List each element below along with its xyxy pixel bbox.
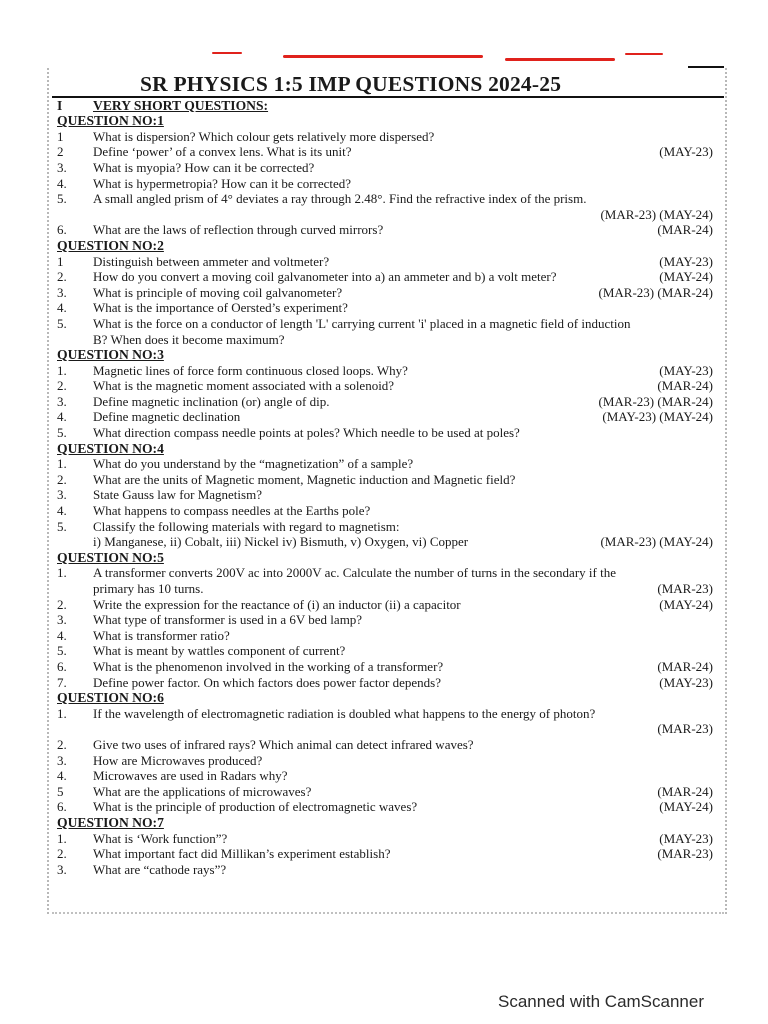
question-number: 6. bbox=[57, 799, 67, 815]
question-number: 5. bbox=[57, 518, 67, 534]
question-number: 1. bbox=[57, 565, 67, 581]
question-row bbox=[57, 784, 721, 800]
question-number: 4. bbox=[57, 627, 67, 643]
question-number: 2 bbox=[57, 144, 64, 160]
question-row bbox=[57, 285, 721, 301]
exam-year-tag bbox=[713, 768, 721, 784]
question-group-heading: QUESTION NO:3 bbox=[57, 347, 164, 363]
question-text: What do you understand by the “magnetization” of a sample? bbox=[93, 456, 414, 472]
exam-year-tag bbox=[713, 332, 721, 348]
exam-year-tag: (MAY-23) (MAY-24) bbox=[602, 409, 713, 425]
question-row bbox=[57, 659, 721, 675]
exam-year-tag: (MAY-23) bbox=[659, 674, 713, 690]
question-text: Distinguish between ammeter and voltmeter? bbox=[93, 253, 330, 269]
question-row bbox=[57, 269, 721, 285]
question-text: What happens to compass needles at the Earths pole? bbox=[93, 503, 371, 519]
exam-year-tag bbox=[713, 706, 721, 722]
question-row bbox=[57, 300, 721, 316]
section-label: VERY SHORT QUESTIONS: bbox=[93, 98, 269, 113]
question-continuation-text bbox=[57, 207, 600, 223]
exam-year-tag bbox=[713, 612, 721, 628]
exam-year-tag bbox=[713, 300, 721, 316]
question-text: What is dispersion? Which colour gets relatively more dispersed? bbox=[93, 128, 435, 144]
question-text: A transformer converts 200V ac into 2000V ac. Calculate the number of turns in the secondary if the bbox=[93, 565, 616, 581]
question-row bbox=[57, 753, 721, 769]
question-row bbox=[57, 409, 721, 425]
exam-year-tag: (MAY-23) bbox=[659, 144, 713, 160]
red-underline-mark bbox=[212, 52, 242, 54]
red-underline-mark bbox=[625, 53, 663, 55]
exam-year-tag bbox=[713, 129, 721, 145]
exam-year-tag: (MAY-24) bbox=[659, 799, 713, 815]
question-number: 4. bbox=[57, 175, 67, 191]
question-row bbox=[57, 597, 721, 613]
question-row bbox=[57, 612, 721, 628]
question-continuation-text: primary has 10 turns. bbox=[93, 581, 204, 596]
question-row bbox=[57, 831, 721, 847]
question-text: What is meant by wattles component of current? bbox=[93, 643, 346, 659]
question-number: 3. bbox=[57, 487, 67, 503]
question-continuation bbox=[57, 534, 721, 550]
question-group-heading: QUESTION NO:6 bbox=[57, 690, 164, 706]
question-text: What is the importance of Oersted’s experiment? bbox=[93, 300, 348, 316]
question-number: 4. bbox=[57, 409, 67, 425]
question-text: What is the phenomenon involved in the working of a transformer? bbox=[93, 658, 444, 674]
question-text: What is myopia? How can it be corrected? bbox=[93, 159, 315, 175]
question-number: 1. bbox=[57, 456, 67, 472]
question-text: Magnetic lines of force form continuous closed loops. Why? bbox=[93, 362, 408, 378]
exam-year-tag bbox=[713, 862, 721, 878]
question-continuation bbox=[57, 207, 721, 223]
question-group-heading: QUESTION NO:2 bbox=[57, 237, 164, 253]
question-text: What type of transformer is used in a 6V bed lamp? bbox=[93, 612, 363, 628]
question-row bbox=[57, 191, 721, 207]
question-continuation-text: i) Manganese, ii) Cobalt, iii) Nickel iv) Bismuth, v) Oxygen, vi) Copper bbox=[93, 534, 469, 550]
question-text: What is hypermetropia? How can it be corrected? bbox=[93, 175, 352, 191]
question-group-heading: QUESTION NO:7 bbox=[57, 814, 164, 830]
question-text: What are the units of Magnetic moment, Magnetic induction and Magnetic field? bbox=[93, 471, 516, 487]
question-row bbox=[57, 519, 721, 535]
question-text: What direction compass needle points at poles? Which needle to be used at poles? bbox=[93, 425, 520, 441]
question-number: 4. bbox=[57, 768, 67, 784]
question-text: What are “cathode rays”? bbox=[93, 861, 227, 877]
question-number: 2. bbox=[57, 378, 67, 394]
question-number: 7. bbox=[57, 674, 67, 690]
section-heading bbox=[57, 98, 721, 113]
question-number: 2. bbox=[57, 269, 67, 285]
question-row bbox=[57, 176, 721, 192]
question-group-heading: QUESTION NO:5 bbox=[57, 549, 164, 565]
question-number: 2. bbox=[57, 846, 67, 862]
exam-year-tag bbox=[713, 503, 721, 519]
question-text: What is ‘Work function”? bbox=[93, 830, 228, 846]
question-row bbox=[57, 425, 721, 441]
red-underline-mark bbox=[505, 58, 615, 61]
question-text: Write the expression for the reactance of (i) an inductor (ii) a capacitor bbox=[93, 596, 461, 612]
question-text: How are Microwaves produced? bbox=[93, 752, 263, 768]
question-text: What is the magnetic moment associated with a solenoid? bbox=[93, 378, 395, 394]
question-text: How do you convert a moving coil galvanometer into a) an ammeter and b) a volt meter? bbox=[93, 269, 557, 285]
exam-year-tag bbox=[713, 628, 721, 644]
question-number: 4. bbox=[57, 503, 67, 519]
exam-year-tag: (MAR-24) bbox=[657, 658, 713, 674]
question-number: 4. bbox=[57, 300, 67, 316]
question-text: Define ‘power’ of a convex lens. What is its unit? bbox=[93, 144, 352, 160]
question-number: 3. bbox=[57, 612, 67, 628]
question-row bbox=[57, 222, 721, 238]
question-text: A small angled prism of 4° deviates a ray through 2.48°. Find the refractive index of the prism. bbox=[93, 191, 587, 207]
question-row bbox=[57, 160, 721, 176]
exam-year-tag: (MAY-23) bbox=[659, 830, 713, 846]
question-row bbox=[57, 456, 721, 472]
question-number: 1. bbox=[57, 362, 67, 378]
exam-year-tag: (MAR-24) bbox=[657, 222, 713, 238]
exam-year-tag: (MAY-24) bbox=[659, 269, 713, 285]
question-text: Define magnetic declination bbox=[93, 409, 241, 425]
exam-year-tag bbox=[713, 643, 721, 659]
exam-year-tag bbox=[713, 753, 721, 769]
exam-year-tag bbox=[713, 160, 721, 176]
question-number: 1 bbox=[57, 253, 64, 269]
question-row bbox=[57, 706, 721, 722]
exam-year-tag bbox=[713, 737, 721, 753]
question-number: 5. bbox=[57, 191, 67, 207]
page-title: SR PHYSICS 1:5 IMP QUESTIONS 2024-25 bbox=[140, 72, 562, 96]
question-number: 1. bbox=[57, 830, 67, 846]
exam-year-tag bbox=[713, 487, 721, 503]
question-number: 1 bbox=[57, 128, 64, 144]
question-row bbox=[57, 675, 721, 691]
question-text: Classify the following materials with regard to magnetism: bbox=[93, 518, 400, 534]
question-text: What is principle of moving coil galvanometer? bbox=[93, 284, 343, 300]
question-group-heading: QUESTION NO:1 bbox=[57, 113, 164, 129]
question-row bbox=[57, 254, 721, 270]
exam-year-tag: (MAR-23) bbox=[657, 721, 713, 737]
question-row bbox=[57, 487, 721, 503]
question-number: 6. bbox=[57, 658, 67, 674]
question-text: What important fact did Millikan’s experiment establish? bbox=[93, 846, 391, 862]
exam-year-tag bbox=[713, 519, 721, 535]
exam-year-tag bbox=[713, 472, 721, 488]
question-text: Microwaves are used in Radars why? bbox=[93, 768, 288, 784]
question-number: 5. bbox=[57, 425, 67, 441]
question-row bbox=[57, 737, 721, 753]
question-continuation bbox=[57, 332, 721, 348]
bottom-border bbox=[52, 912, 724, 914]
exam-year-tag bbox=[713, 191, 721, 207]
exam-year-tag: (MAR-23) (MAR-24) bbox=[598, 393, 713, 409]
question-row bbox=[57, 846, 721, 862]
question-number: 3. bbox=[57, 861, 67, 877]
exam-year-tag: (MAY-23) bbox=[659, 253, 713, 269]
question-number: 2. bbox=[57, 596, 67, 612]
exam-year-tag bbox=[713, 316, 721, 332]
exam-year-tag bbox=[713, 176, 721, 192]
section-roman-numeral: I bbox=[57, 98, 63, 113]
question-number: 3. bbox=[57, 159, 67, 175]
question-continuation bbox=[57, 721, 721, 737]
question-number: 1. bbox=[57, 705, 67, 721]
question-row bbox=[57, 472, 721, 488]
question-row bbox=[57, 643, 721, 659]
red-underline-mark bbox=[283, 55, 483, 58]
exam-year-tag: (MAR-23) (MAY-24) bbox=[600, 206, 713, 222]
exam-year-tag: (MAY-24) bbox=[659, 596, 713, 612]
question-row bbox=[57, 363, 721, 379]
exam-year-tag: (MAR-23) bbox=[657, 581, 713, 596]
exam-year-tag bbox=[713, 425, 721, 441]
question-number: 5 bbox=[57, 783, 64, 799]
question-text: What is the principle of production of electromagnetic waves? bbox=[93, 799, 418, 815]
question-number: 3. bbox=[57, 284, 67, 300]
question-text: If the wavelength of electromagnetic radiation is doubled what happens to the energy of photon? bbox=[93, 705, 596, 721]
question-row bbox=[57, 565, 721, 581]
exam-year-tag: (MAR-24) bbox=[657, 783, 713, 799]
exam-year-tag: (MAR-23) (MAY-24) bbox=[600, 534, 713, 550]
question-text: What are the applications of microwaves? bbox=[93, 783, 312, 799]
question-text: Give two uses of infrared rays? Which animal can detect infrared waves? bbox=[93, 736, 474, 752]
question-text: Define power factor. On which factors does power factor depends? bbox=[93, 674, 441, 690]
question-text: Define magnetic inclination (or) angle of dip. bbox=[93, 393, 330, 409]
exam-year-tag: (MAR-23) (MAR-24) bbox=[598, 284, 713, 300]
question-text: What is the force on a conductor of length 'L' carrying current 'i' placed in a magnetic field of induction bbox=[93, 315, 631, 331]
question-number: 3. bbox=[57, 752, 67, 768]
question-row bbox=[57, 862, 721, 878]
question-number: 3. bbox=[57, 393, 67, 409]
exam-year-tag bbox=[713, 456, 721, 472]
exam-year-tag: (MAR-24) bbox=[657, 378, 713, 394]
question-number: 5. bbox=[57, 643, 67, 659]
question-row bbox=[57, 129, 721, 145]
question-number: 6. bbox=[57, 222, 67, 238]
question-list bbox=[57, 98, 721, 877]
question-number: 2. bbox=[57, 736, 67, 752]
exam-year-tag bbox=[713, 565, 721, 581]
question-row bbox=[57, 768, 721, 784]
question-row bbox=[57, 799, 721, 815]
question-group-heading: QUESTION NO:4 bbox=[57, 440, 164, 456]
question-text: What is transformer ratio? bbox=[93, 627, 230, 643]
exam-year-tag: (MAR-23) bbox=[657, 846, 713, 862]
question-text: State Gauss law for Magnetism? bbox=[93, 487, 262, 503]
question-continuation bbox=[57, 581, 721, 597]
question-continuation-text bbox=[57, 721, 657, 737]
question-number: 2. bbox=[57, 471, 67, 487]
question-row bbox=[57, 503, 721, 519]
question-row bbox=[57, 628, 721, 644]
question-row bbox=[57, 144, 721, 160]
question-row bbox=[57, 378, 721, 394]
question-row bbox=[57, 394, 721, 410]
camscanner-watermark: Scanned with CamScanner bbox=[498, 992, 705, 1011]
question-text: What are the laws of reflection through curved mirrors? bbox=[93, 222, 384, 238]
exam-year-tag: (MAY-23) bbox=[659, 362, 713, 378]
question-number: 5. bbox=[57, 315, 67, 331]
question-row bbox=[57, 316, 721, 332]
question-continuation-text: B? When does it become maximum? bbox=[93, 331, 285, 347]
